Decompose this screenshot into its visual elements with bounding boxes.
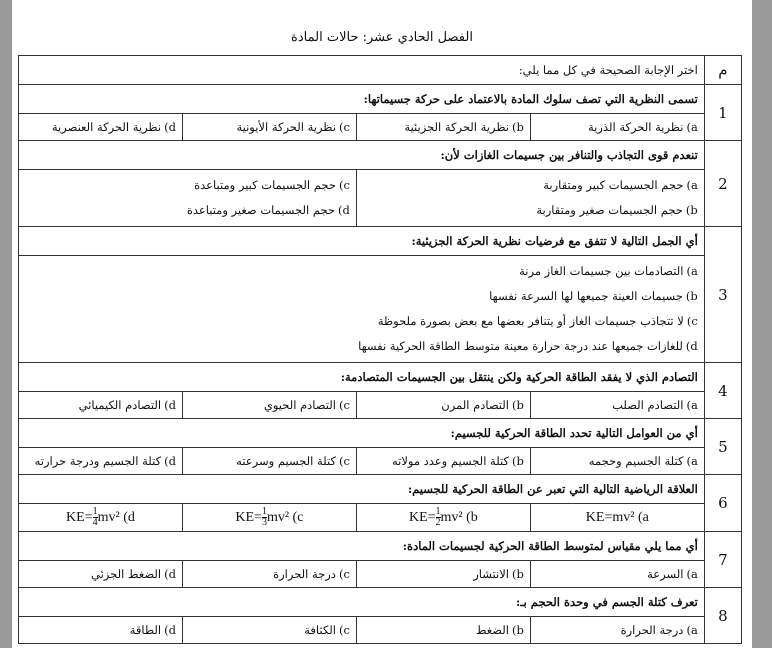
denominator: 2: [435, 517, 441, 528]
formula-rhs: mv²: [266, 509, 290, 525]
options-row: [19, 561, 742, 588]
option-text: الطاقة: [129, 623, 162, 637]
option-letter: b): [685, 203, 698, 217]
options-row: [19, 114, 742, 141]
answer-option[interactable]: [25, 284, 698, 309]
option-text: التصادم المرن: [441, 398, 509, 412]
options-row: [19, 504, 742, 532]
options-cell: [19, 170, 357, 227]
formula-lhs: KE=: [585, 509, 613, 525]
answer-option-cell[interactable]: [19, 114, 183, 141]
chapter-title: الفصل الحادي عشر: حالات المادة: [291, 30, 473, 45]
question-text: تنعدم قوى التجاذب والتنافر بين جسيمات الغازات لأن:: [19, 141, 705, 170]
formula-lhs: KE=: [235, 509, 262, 525]
option-letter: (b: [466, 509, 478, 525]
answer-option-cell[interactable]: [356, 448, 530, 475]
option-text: التصادم الكيميائي: [78, 398, 162, 412]
option-text: نظرية الحركة الجزيئية: [404, 120, 509, 134]
answer-option[interactable]: [363, 398, 524, 412]
answer-option[interactable]: [189, 454, 350, 468]
option-letter: a): [686, 454, 698, 468]
option-text: الضغط الجزئي: [91, 567, 162, 581]
options-row: [19, 392, 742, 419]
formula: [66, 506, 135, 528]
question-number: 4: [704, 363, 741, 419]
exam-page: [12, 0, 752, 648]
option-letter: d): [338, 203, 350, 217]
formula-lhs: KE=: [66, 509, 93, 525]
option-text: نظرية الحركة الأيونية: [236, 120, 336, 134]
formula-rhs: mv²: [97, 509, 120, 525]
formula-rhs: mv²: [440, 509, 463, 525]
options-cell: [19, 256, 705, 363]
answer-option-cell[interactable]: [19, 504, 183, 532]
options-row: [19, 448, 742, 475]
options-cell: [356, 170, 704, 227]
answer-option-cell[interactable]: [182, 114, 356, 141]
question-text: أي الجمل التالية لا تتفق مع فرضيات نظرية الحركة الجزيئية:: [19, 227, 705, 256]
question-row: [19, 141, 742, 170]
option-text: نظرية الحركة العنصرية: [51, 120, 162, 134]
answer-option[interactable]: [189, 120, 350, 134]
answer-option[interactable]: [189, 398, 350, 412]
option-letter: a): [686, 120, 698, 134]
number-header: م: [704, 56, 741, 85]
formula: [235, 506, 304, 528]
question-row: [19, 588, 742, 617]
answer-option-cell[interactable]: [530, 448, 704, 475]
question-text: تسمى النظرية التي تصف سلوك المادة بالاعتماد على حركة جسيماتها:: [19, 85, 705, 114]
question-number: 5: [704, 419, 741, 475]
answer-option[interactable]: [537, 120, 698, 134]
option-letter: d): [164, 567, 176, 581]
option-text: الانتشار: [473, 567, 509, 581]
option-text: الكثافة: [304, 623, 336, 637]
option-letter: c): [338, 178, 350, 192]
option-text: درجة الحرارة: [620, 623, 684, 637]
option-letter: (d: [123, 509, 135, 525]
question-row: [19, 363, 742, 392]
answer-option-cell[interactable]: [530, 561, 704, 588]
numerator: 1: [92, 506, 98, 517]
option-text: التصادمات بين جسيمات الغاز مرنة: [519, 264, 684, 278]
denominator: 4: [92, 517, 98, 528]
option-text: السرعة: [647, 567, 684, 581]
option-letter: b): [511, 623, 524, 637]
denominator: 3: [261, 517, 267, 528]
option-text: نظرية الحركة الذرية: [588, 120, 684, 134]
answer-option[interactable]: [25, 309, 698, 334]
option-text: للغازات جميعها عند درجة حرارة معينة متوسط الطاقة الحركية نفسها: [358, 339, 683, 353]
option-letter: c): [338, 623, 350, 637]
answer-option[interactable]: [537, 567, 698, 581]
answer-option[interactable]: [363, 120, 524, 134]
question-number: 2: [704, 141, 741, 227]
option-text: التصادم الحيوي: [263, 398, 336, 412]
option-letter: b): [511, 120, 524, 134]
question-text: التصادم الذي لا يفقد الطاقة الحركية ولكن ينتقل بين الجسيمات المتصادمة:: [19, 363, 705, 392]
option-text: حجم الجسيمات صغير ومتقاربة: [536, 203, 683, 217]
option-text: لا تتجاذب جسيمات الغاز أو يتنافر بعضها مع بعض بصورة ملحوظة: [377, 314, 684, 328]
question-number: 7: [704, 532, 741, 588]
option-letter: c): [686, 314, 698, 328]
formula-lhs: KE=: [408, 509, 436, 525]
answer-option-cell[interactable]: [530, 392, 704, 419]
option-letter: d): [164, 398, 176, 412]
option-text: كتلة الجسيم وسرعته: [236, 454, 336, 468]
answer-option-cell[interactable]: [182, 392, 356, 419]
answer-option[interactable]: [189, 623, 350, 637]
option-text: جسيمات العينة جميعها لها السرعة نفسها: [489, 289, 683, 303]
option-letter: d): [164, 120, 176, 134]
answer-option-cell[interactable]: [19, 617, 183, 644]
answer-option[interactable]: [363, 567, 524, 581]
answer-option[interactable]: [25, 454, 176, 468]
answer-option[interactable]: [25, 398, 176, 412]
option-text: التصادم الصلب: [612, 398, 684, 412]
answer-option-cell[interactable]: [356, 504, 530, 532]
question-row: [19, 227, 742, 256]
answer-option[interactable]: [363, 198, 698, 223]
answer-option[interactable]: [363, 454, 524, 468]
option-letter: b): [511, 398, 524, 412]
formula: [408, 506, 478, 528]
option-letter: c): [338, 454, 350, 468]
answer-option-cell[interactable]: [356, 617, 530, 644]
option-letter: a): [686, 567, 698, 581]
question-row: [19, 419, 742, 448]
option-text: حجم الجسيمات كبير ومتقاربة: [543, 178, 684, 192]
answer-option[interactable]: [537, 454, 698, 468]
answer-option-cell[interactable]: [530, 504, 704, 532]
options-row: [19, 256, 742, 363]
questions-table: [18, 55, 742, 644]
option-text: كتلة الجسيم وحجمه: [588, 454, 684, 468]
answer-option[interactable]: [25, 259, 698, 284]
formula-rhs: mv²: [612, 509, 635, 525]
question-text: أي مما يلي مقياس لمتوسط الطاقة الحركية لجسيمات المادة:: [19, 532, 705, 561]
question-row: [19, 532, 742, 561]
answer-option[interactable]: [25, 623, 176, 637]
answer-option-cell[interactable]: [530, 114, 704, 141]
numerator: 1: [435, 506, 441, 517]
answer-option[interactable]: [537, 623, 698, 637]
numerator: 1: [261, 506, 267, 517]
option-text: كتلة الجسيم وعدد مولاته: [391, 454, 509, 468]
option-letter: b): [685, 289, 698, 303]
option-letter: c): [338, 398, 350, 412]
answer-option[interactable]: [537, 398, 698, 412]
question-row: [19, 475, 742, 504]
answer-option[interactable]: [25, 334, 698, 359]
question-number: 3: [704, 227, 741, 363]
option-letter: a): [686, 178, 698, 192]
answer-option-cell[interactable]: [530, 617, 704, 644]
option-letter: (a: [637, 509, 649, 525]
option-letter: (c: [292, 509, 304, 525]
option-text: الضغط: [475, 623, 509, 637]
question-row: [19, 85, 742, 114]
question-number: 8: [704, 588, 741, 644]
option-letter: b): [511, 454, 524, 468]
answer-option[interactable]: [189, 567, 350, 581]
formula: [586, 510, 649, 525]
option-letter: c): [338, 567, 350, 581]
option-letter: d): [164, 454, 176, 468]
option-letter: d): [164, 623, 176, 637]
option-text: درجة الحرارة: [273, 567, 336, 581]
answer-option-cell[interactable]: [182, 448, 356, 475]
answer-option[interactable]: [363, 623, 524, 637]
answer-option[interactable]: [25, 120, 176, 134]
instruction: اختر الإجابة الصحيحة في كل مما يلي:: [19, 56, 705, 85]
question-text: أي من العوامل التالية تحدد الطاقة الحركية للجسيم:: [19, 419, 705, 448]
answer-option[interactable]: [25, 567, 176, 581]
options-row: [19, 170, 742, 227]
option-letter: d): [685, 339, 698, 353]
answer-option-cell[interactable]: [182, 504, 356, 532]
answer-option-cell[interactable]: [182, 561, 356, 588]
question-text: تعرف كتلة الجسم في وحدة الحجم بـ:: [19, 588, 705, 617]
option-text: حجم الجسيمات كبير ومتباعدة: [194, 178, 336, 192]
options-row: [19, 617, 742, 644]
option-letter: a): [686, 623, 698, 637]
answer-option[interactable]: [25, 173, 350, 198]
answer-option[interactable]: [363, 173, 698, 198]
answer-option-cell[interactable]: [19, 561, 183, 588]
option-letter: a): [686, 398, 698, 412]
answer-option-cell[interactable]: [182, 617, 356, 644]
answer-option-cell[interactable]: [19, 392, 183, 419]
option-letter: c): [338, 120, 350, 134]
answer-option-cell[interactable]: [356, 392, 530, 419]
option-letter: a): [686, 264, 698, 278]
answer-option-cell[interactable]: [356, 114, 530, 141]
option-letter: b): [511, 567, 524, 581]
answer-option[interactable]: [25, 198, 350, 223]
answer-option-cell[interactable]: [19, 448, 183, 475]
option-text: حجم الجسيمات صغير ومتباعدة: [186, 203, 336, 217]
answer-option-cell[interactable]: [356, 561, 530, 588]
question-number: 6: [704, 475, 741, 532]
question-text: العلاقة الرياضية التالية التي تعبر عن الطاقة الحركية للجسيم:: [19, 475, 705, 504]
question-number: 1: [704, 85, 741, 141]
option-text: كتلة الجسيم ودرجة حرارته: [34, 454, 162, 468]
